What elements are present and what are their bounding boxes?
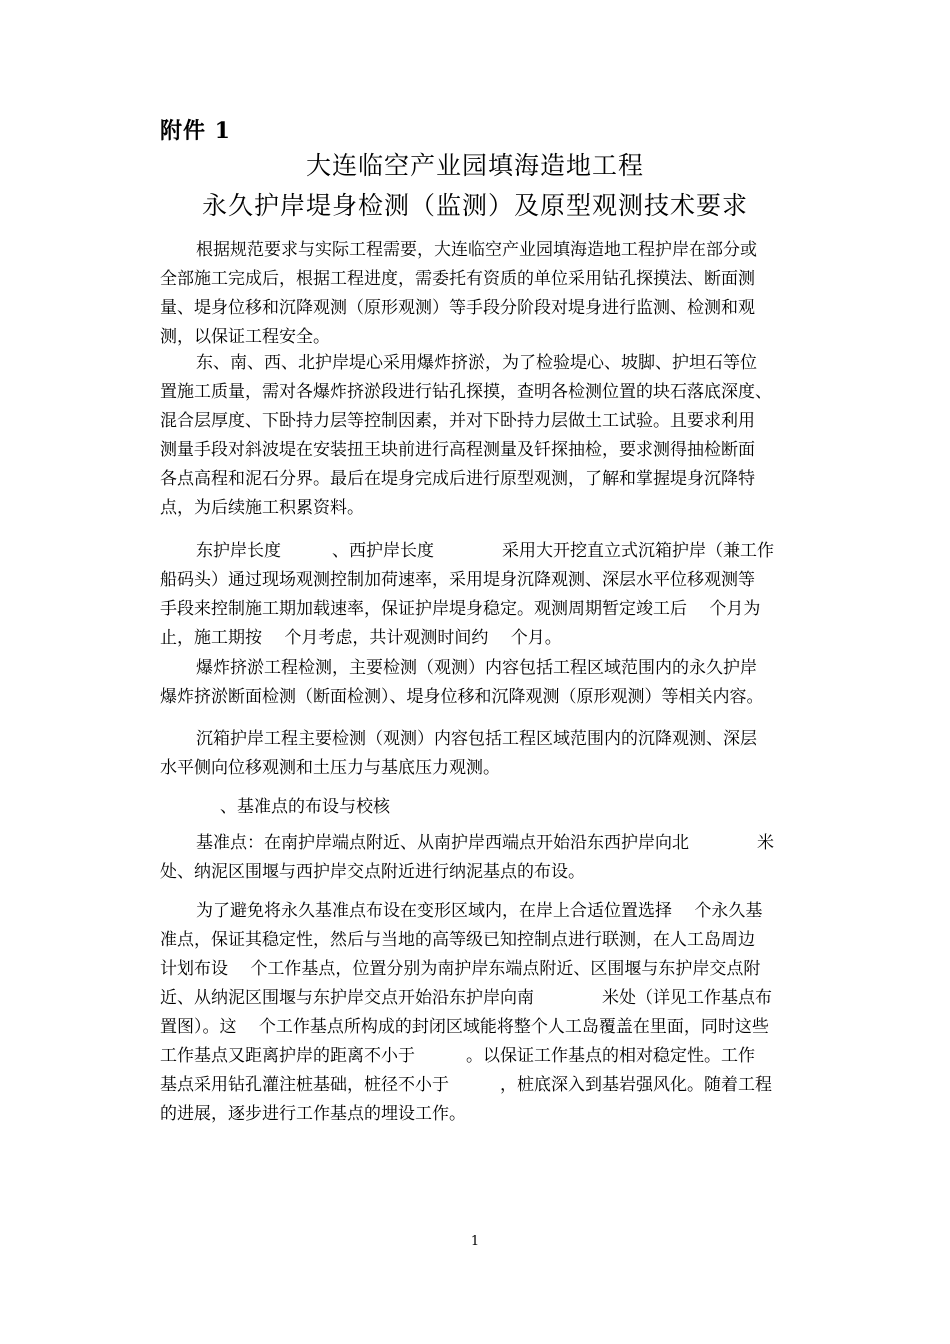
document-title-line-1: 大连临空产业园填海造地工程 xyxy=(305,151,644,180)
paragraph-line: 处、纳泥区围堰与西护岸交点附近进行纳泥基点的布设。 xyxy=(160,862,585,882)
paragraph-line: 基点采用钻孔灌注桩基础，桩径不小于 ，桩底深入到基岩强风化。随着工程 xyxy=(160,1075,772,1095)
paragraph-line: 爆炸挤淤断面检测（断面检测）、堤身位移和沉降观测（原形观测）等相关内容。 xyxy=(160,687,764,707)
paragraph-6 xyxy=(160,793,838,822)
paragraph-line: 测，以保证工程安全。 xyxy=(160,327,330,347)
paragraph-line: 东、南、西、北护岸堤心采用爆炸挤淤，为了检验堤心、坡脚、护坦石等位 xyxy=(196,353,757,373)
paragraph-4 xyxy=(160,654,838,712)
paragraph-line: 手段来控制施工期加载速率，保证护岸堤身稳定。观测周期暂定竣工后 个月为 xyxy=(160,599,761,619)
paragraph-line: 基准点：在南护岸端点附近、从南护岸西端点开始沿东西护岸向北 米 xyxy=(196,833,774,853)
paragraph-line: 全部施工完成后，根据工程进度，需委托有资质的单位采用钻孔探摸法、断面测 xyxy=(160,269,755,289)
paragraph-line: 准点，保证其稳定性，然后与当地的高等级已知控制点进行联测，在人工岛周边 xyxy=(160,930,755,950)
paragraph-3 xyxy=(160,537,838,653)
document-title-line-2: 永久护岸堤身检测（监测）及原型观测技术要求 xyxy=(201,191,748,220)
paragraph-line: 为了避免将永久基准点布设在变形区域内，在岸上合适位置选择 个永久基 xyxy=(196,901,763,921)
paragraph-5 xyxy=(160,725,838,783)
page-number: 1 xyxy=(470,1234,480,1249)
paragraph-7 xyxy=(160,829,838,887)
paragraph-line: 东护岸长度 、西护岸长度 采用大开挖直立式沉箱护岸（兼工作 xyxy=(196,541,774,561)
paragraph-1 xyxy=(160,236,838,352)
paragraph-line: 的进展，逐步进行工作基点的埋设工作。 xyxy=(160,1104,466,1124)
paragraph-2 xyxy=(160,349,838,523)
paragraph-line: 各点高程和泥石分界。最后在堤身完成后进行原型观测，了解和掌握堤身沉降特 xyxy=(160,469,755,489)
paragraph-line: 止，施工期按 个月考虑，共计观测时间约 个月。 xyxy=(160,628,562,648)
paragraph-line: 测量手段对斜波堤在安装扭王块前进行高程测量及钎探抽检，要求测得抽检断面 xyxy=(160,440,755,460)
paragraph-line: 工作基点又距离护岸的距离不小于 。以保证工作基点的相对稳定性。工作 xyxy=(160,1046,755,1066)
paragraph-line: 混合层厚度、下卧持力层等控制因素，并对下卧持力层做土工试验。且要求利用 xyxy=(160,411,755,431)
paragraph-line: 根据规范要求与实际工程需要，大连临空产业园填海造地工程护岸在部分或 xyxy=(196,240,757,260)
paragraph-line: 置施工质量，需对各爆炸挤淤段进行钻孔探摸，查明各检测位置的块石落底深度、 xyxy=(160,382,772,402)
paragraph-line: 、基准点的布设与校核 xyxy=(220,797,390,817)
paragraph-line: 近、从纳泥区围堰与东护岸交点开始沿东护岸向南 米处（详见工作基点布 xyxy=(160,988,772,1008)
paragraph-line: 船码头）通过现场观测控制加荷速率，采用堤身沉降观测、深层水平位移观测等 xyxy=(160,570,755,590)
paragraph-line: 沉箱护岸工程主要检测（观测）内容包括工程区域范围内的沉降观测、深层 xyxy=(196,729,757,749)
paragraph-line: 爆炸挤淤工程检测，主要检测（观测）内容包括工程区域范围内的永久护岸 xyxy=(196,658,757,678)
paragraph-line: 量、堤身位移和沉降观测（原形观测）等手段分阶段对堤身进行监测、检测和观 xyxy=(160,298,755,318)
paragraph-line: 水平侧向位移观测和土压力与基底压力观测。 xyxy=(160,758,500,778)
paragraph-line: 置图）。这 个工作基点所构成的封闭区域能将整个人工岛覆盖在里面，同时这些 xyxy=(160,1017,769,1037)
paragraph-line: 点，为后续施工积累资料。 xyxy=(160,498,364,518)
annex-label: 附件 1 xyxy=(160,118,231,144)
paragraph-8 xyxy=(160,897,838,1129)
paragraph-line: 计划布设 个工作基点，位置分别为南护岸东端点附近、区围堰与东护岸交点附 xyxy=(160,959,761,979)
